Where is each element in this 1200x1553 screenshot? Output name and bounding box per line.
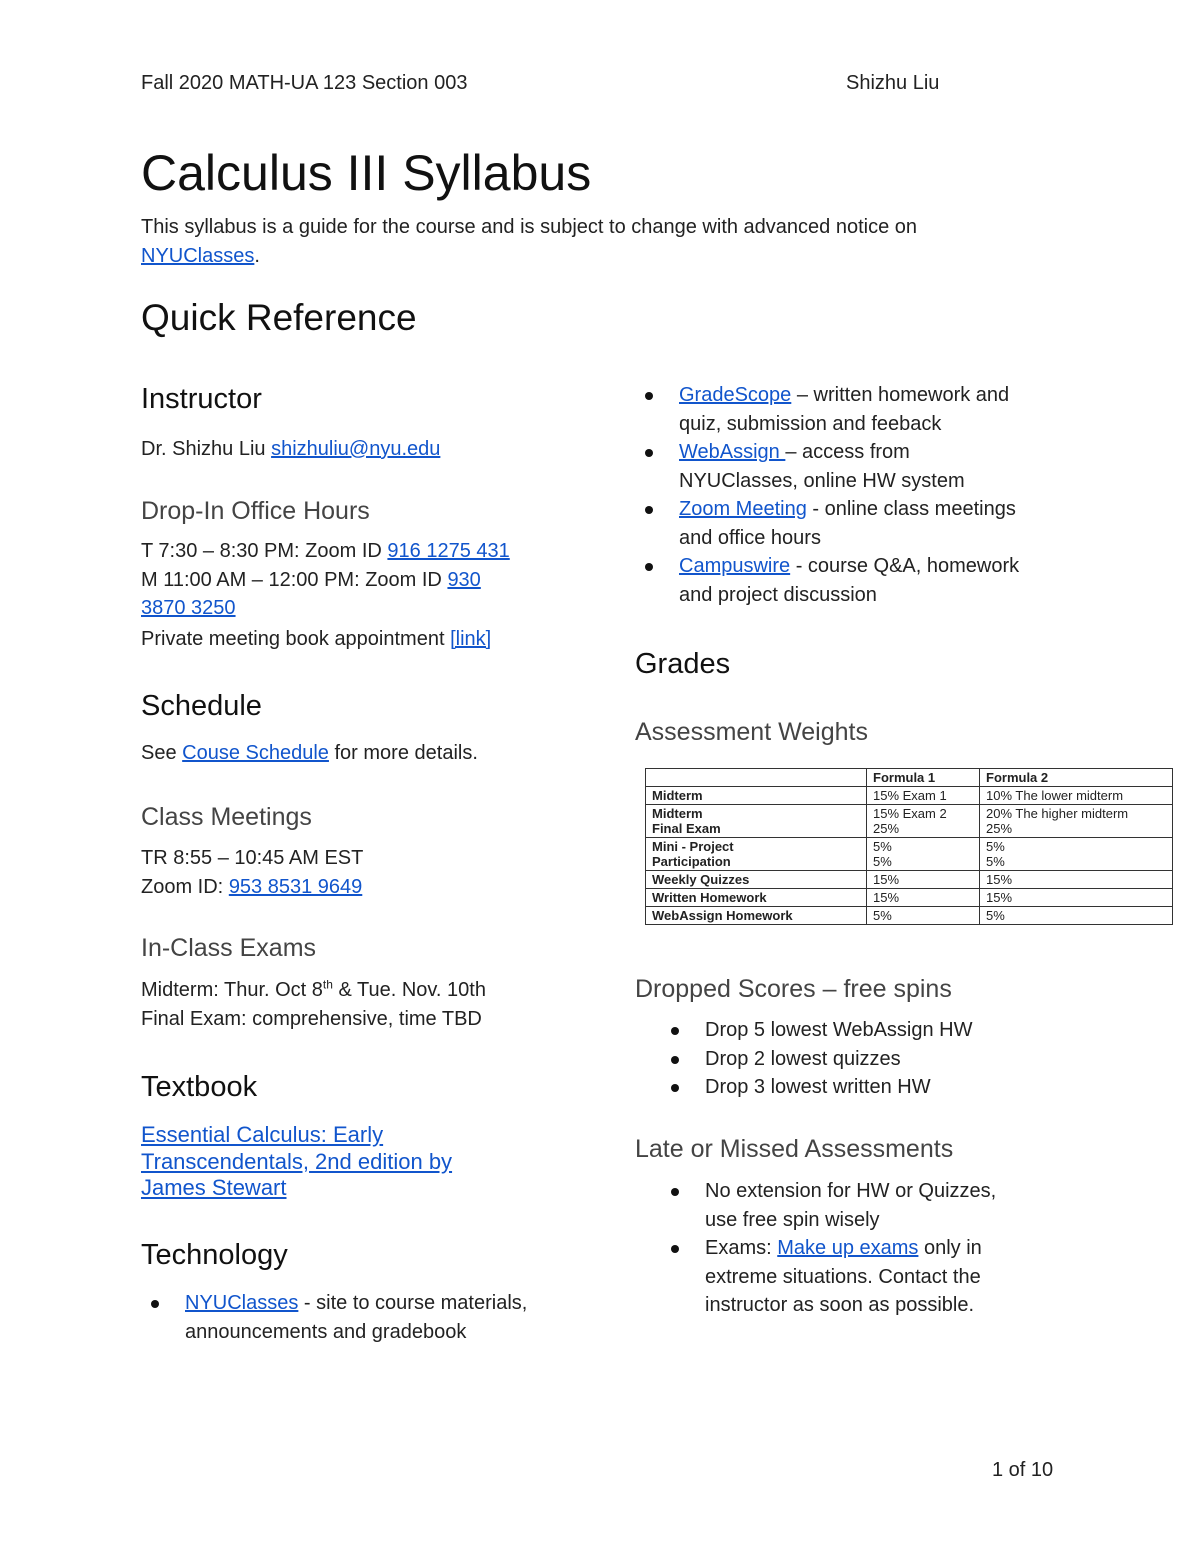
table-cell	[867, 805, 980, 838]
tech-item-text-2: and project discussion	[679, 583, 877, 606]
table-cell-text: Final Exam	[652, 821, 721, 836]
table-row	[646, 907, 1173, 925]
table-cell: 15%	[980, 871, 1173, 889]
table-header-cell: Formula 2	[980, 769, 1173, 787]
office-hours-line1: T 7:30 – 8:30 PM: Zoom ID	[141, 540, 382, 562]
tech-item-text: - course Q&A, homework	[790, 555, 1020, 577]
final-exam-text: Final Exam: comprehensive, time TBD	[141, 1007, 482, 1030]
table-row	[646, 805, 1173, 838]
list-item: Drop 5 lowest WebAssign HW	[661, 1016, 1081, 1045]
dropped-scores-list	[661, 1016, 1081, 1102]
table-cell: 5%	[980, 907, 1173, 925]
grades-heading: Grades	[635, 648, 731, 680]
class-zoom-label: Zoom ID:	[141, 875, 224, 898]
table-cell	[980, 838, 1173, 871]
table-cell-text: Participation	[652, 854, 731, 869]
tech-item-text-2: NYUClasses, online HW system	[679, 469, 965, 492]
late-item-2c: instructor as soon as possible.	[705, 1294, 975, 1316]
dropped-scores-heading: Dropped Scores – free spins	[635, 975, 952, 1003]
header-author: Shizhu Liu	[846, 72, 940, 94]
campuswire-link[interactable]: Campuswire	[679, 555, 791, 577]
instructor-heading: Instructor	[141, 383, 262, 415]
tech-item-text: – written homework and	[791, 384, 1010, 406]
schedule-post: for more details.	[334, 742, 478, 764]
table-cell	[646, 805, 867, 838]
late-item-2-post: only in	[923, 1237, 982, 1259]
textbook-line-1[interactable]: Essential Calculus: Early	[141, 1122, 384, 1147]
page-number: 1 of 10	[992, 1459, 1054, 1481]
textbook-line-2[interactable]: Transcendentals, 2nd edition by	[141, 1148, 453, 1174]
table-cell	[980, 805, 1173, 838]
table-cell: 10% The lower midterm	[980, 787, 1173, 805]
table-cell: Weekly Quizzes	[646, 871, 867, 889]
tech-item-text-2: quiz, submission and feeback	[679, 412, 942, 435]
table-cell: Midterm	[646, 787, 867, 805]
header-course: Fall 2020 MATH-UA 123 Section 003	[141, 72, 468, 94]
table-header-cell	[646, 769, 867, 787]
zoom-link-office-2-cont[interactable]: 3870 3250	[141, 597, 236, 619]
class-meetings-time: TR 8:55 – 10:45 AM EST	[141, 847, 364, 869]
table-cell-text: 5%	[873, 854, 892, 869]
intro-text: This syllabus is a guide for the course and is subject to change with advanced notice on	[141, 216, 918, 238]
table-cell-text: 5%	[986, 854, 1005, 869]
tech-item-text-2: announcements and gradebook	[185, 1320, 467, 1343]
intro-nyuclasses-link[interactable]: NYUClasses	[141, 244, 255, 267]
table-header-row	[646, 769, 1173, 787]
list-item	[141, 1289, 581, 1346]
textbook-link[interactable]	[141, 1122, 452, 1202]
nyuclasses-link[interactable]: NYUClasses	[185, 1292, 299, 1314]
tech-item-text: – access from	[785, 441, 910, 463]
class-meetings-heading: Class Meetings	[141, 803, 312, 831]
table-cell: 15%	[867, 889, 980, 907]
table-cell-text: 5%	[986, 839, 1005, 854]
office-hours-heading: Drop-In Office Hours	[141, 497, 370, 525]
schedule-pre: See	[141, 742, 177, 764]
private-meeting-link[interactable]: [link]	[450, 627, 492, 650]
technology-list-left	[141, 1289, 581, 1346]
late-missed-list	[661, 1177, 1081, 1320]
tech-item-text-2: and office hours	[679, 526, 821, 549]
late-item-2b: extreme situations. Contact the	[705, 1265, 981, 1288]
table-row	[646, 871, 1173, 889]
table-row	[646, 787, 1173, 805]
textbook-heading: Textbook	[141, 1071, 258, 1103]
textbook-line-3[interactable]: James Stewart	[141, 1175, 287, 1200]
quick-reference-heading: Quick Reference	[141, 297, 417, 338]
table-cell-text: 25%	[873, 821, 900, 836]
list-item	[635, 381, 1075, 438]
webassign-link[interactable]: WebAssign	[679, 441, 786, 463]
zoom-link-office-2[interactable]: 930	[447, 568, 481, 591]
list-item	[635, 552, 1075, 609]
list-item	[661, 1177, 1081, 1234]
list-item: Drop 2 lowest quizzes	[661, 1045, 1081, 1074]
list-item	[635, 495, 1075, 552]
table-cell-text: 5%	[873, 839, 892, 854]
page-title: Calculus III Syllabus	[141, 145, 592, 201]
schedule-text	[141, 739, 478, 768]
class-meetings-block	[141, 844, 363, 901]
late-missed-heading: Late or Missed Assessments	[635, 1135, 954, 1163]
table-cell-text: 20% The higher midterm	[986, 806, 1129, 821]
midterm-text: Midterm: Thur. Oct 8	[141, 979, 323, 1001]
zoom-link-office-1[interactable]: 916 1275 431	[387, 540, 510, 562]
table-cell-text: 15% Exam 2	[873, 806, 947, 821]
table-header-cell: Formula 1	[867, 769, 980, 787]
list-item: Drop 3 lowest written HW	[661, 1073, 1081, 1102]
list-item	[635, 438, 1075, 495]
table-cell: Written Homework	[646, 889, 867, 907]
weights-table	[645, 768, 1173, 925]
technology-heading: Technology	[141, 1239, 288, 1271]
late-item-1b: use free spin wisely	[705, 1208, 880, 1231]
exams-heading: In-Class Exams	[141, 934, 317, 962]
office-hours-line2: M 11:00 AM – 12:00 PM: Zoom ID	[141, 568, 442, 591]
tech-item-text: - site to course materials,	[298, 1292, 528, 1314]
tech-item-text: - online class meetings	[806, 498, 1016, 520]
table-cell: 15% Exam 1	[867, 787, 980, 805]
late-item-1: No extension for HW or Quizzes,	[705, 1180, 997, 1202]
assessment-weights-heading: Assessment Weights	[635, 718, 868, 746]
table-cell: 5%	[867, 907, 980, 925]
table-cell	[646, 838, 867, 871]
exams-block	[141, 976, 486, 1033]
class-zoom-link[interactable]: 953 8531 9649	[228, 875, 363, 898]
table-cell: 15%	[980, 889, 1173, 907]
table-cell-text: 25%	[986, 821, 1013, 836]
instructor-name: Dr. Shizhu Liu	[141, 438, 266, 460]
make-up-exams-link[interactable]: Make up exams	[777, 1237, 919, 1259]
table-cell	[867, 838, 980, 871]
table-cell: 15%	[867, 871, 980, 889]
table-row	[646, 889, 1173, 907]
table-row	[646, 838, 1173, 871]
course-schedule-link[interactable]: Couse Schedule	[182, 742, 329, 764]
private-meeting-text: Private meeting book appointment	[141, 627, 445, 650]
midterm-text-2: & Tue. Nov. 10th	[338, 979, 486, 1001]
midterm-sup: th	[322, 977, 333, 992]
schedule-heading: Schedule	[141, 690, 262, 722]
table-cell-text: Mini - Project	[652, 839, 734, 854]
gradescope-link[interactable]: GradeScope	[679, 384, 792, 406]
table-cell: WebAssign Homework	[646, 907, 867, 925]
intro-end: .	[254, 244, 260, 267]
list-item	[661, 1234, 1081, 1320]
late-item-2-pre: Exams:	[705, 1237, 772, 1259]
instructor-email-link[interactable]: shizhuliu@nyu.edu	[271, 438, 441, 460]
technology-list-right	[635, 381, 1075, 609]
table-cell-text: Midterm	[652, 806, 703, 821]
instructor-info	[141, 435, 440, 464]
zoom-meeting-link[interactable]: Zoom Meeting	[679, 498, 807, 520]
intro-paragraph	[141, 213, 1041, 270]
office-hours-block	[141, 537, 561, 653]
